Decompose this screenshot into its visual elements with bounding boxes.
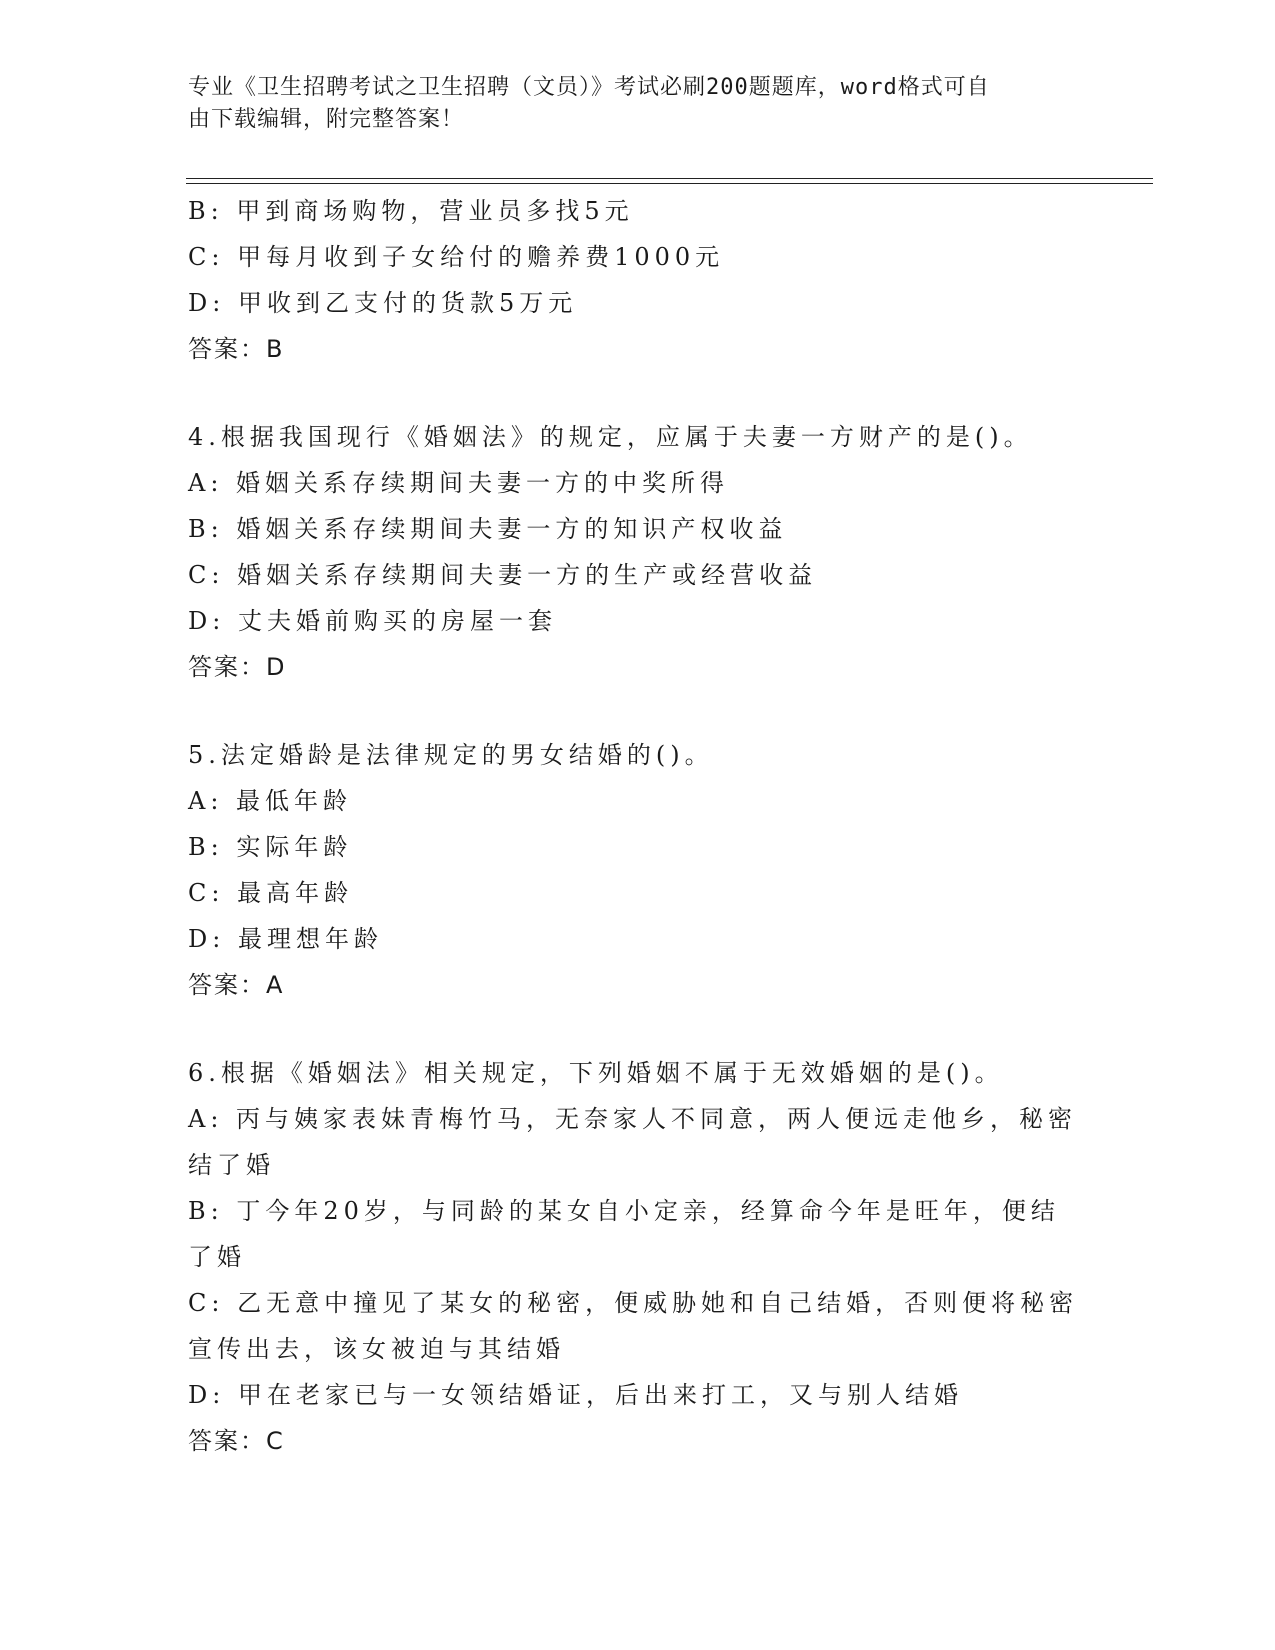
answer: 答案：B — [188, 335, 285, 363]
option-b: B: 实际年龄 — [188, 833, 353, 861]
question-4 — [188, 414, 1088, 690]
option-d: D: 丈夫婚前购买的房屋一套 — [188, 607, 557, 635]
question-text: 4.根据我国现行《婚姻法》的规定，应属于夫妻一方财产的是()。 — [188, 423, 1033, 451]
header-divider-top — [186, 178, 1153, 179]
question-text: 6.根据《婚姻法》相关规定，下列婚姻不属于无效婚姻的是()。 — [188, 1059, 1004, 1087]
option-c: C: 最高年龄 — [188, 879, 354, 907]
answer: 答案：A — [188, 971, 285, 999]
document-header — [188, 72, 1068, 136]
question-3-continued — [188, 188, 1088, 372]
option-c: C: 甲每月收到子女给付的赡养费1000元 — [188, 243, 725, 271]
option-a: A: 婚姻关系存续期间夫妻一方的中奖所得 — [188, 469, 730, 497]
answer: 答案：C — [188, 1427, 285, 1455]
header-divider-bottom — [186, 183, 1153, 184]
option-b-continued: 了婚 — [188, 1243, 246, 1271]
question-text: 5.法定婚龄是法律规定的男女结婚的()。 — [188, 741, 714, 769]
question-6 — [188, 1050, 1088, 1464]
option-a: A: 丙与姨家表妹青梅竹马，无奈家人不同意，两人便远走他乡，秘密 — [188, 1105, 1078, 1133]
question-list — [188, 188, 1088, 1464]
option-d: D: 甲收到乙支付的货款5万元 — [188, 289, 578, 317]
option-d: D: 甲在老家已与一女领结婚证，后出来打工，又与别人结婚 — [188, 1381, 963, 1409]
option-b: B: 甲到商场购物，营业员多找5元 — [188, 197, 634, 225]
option-a: A: 最低年龄 — [188, 787, 353, 815]
option-b: B: 丁今年20岁，与同龄的某女自小定亲，经算命今年是旺年，便结 — [188, 1197, 1060, 1225]
answer: 答案：D — [188, 653, 287, 681]
option-c-continued: 宣传出去，该女被迫与其结婚 — [188, 1335, 565, 1363]
header-line-2: 由下载编辑，附完整答案！ — [188, 107, 465, 132]
option-d: D: 最理想年龄 — [188, 925, 383, 953]
question-5 — [188, 732, 1088, 1008]
option-a-continued: 结了婚 — [188, 1151, 275, 1179]
option-b: B: 婚姻关系存续期间夫妻一方的知识产权收益 — [188, 515, 788, 543]
option-c: C: 乙无意中撞见了某女的秘密，便威胁她和自己结婚，否则便将秘密 — [188, 1289, 1079, 1317]
header-line-1: 专业《卫生招聘考试之卫生招聘（文员）》考试必刷200题题库，word格式可自 — [188, 75, 990, 100]
option-c: C: 婚姻关系存续期间夫妻一方的生产或经营收益 — [188, 561, 818, 589]
